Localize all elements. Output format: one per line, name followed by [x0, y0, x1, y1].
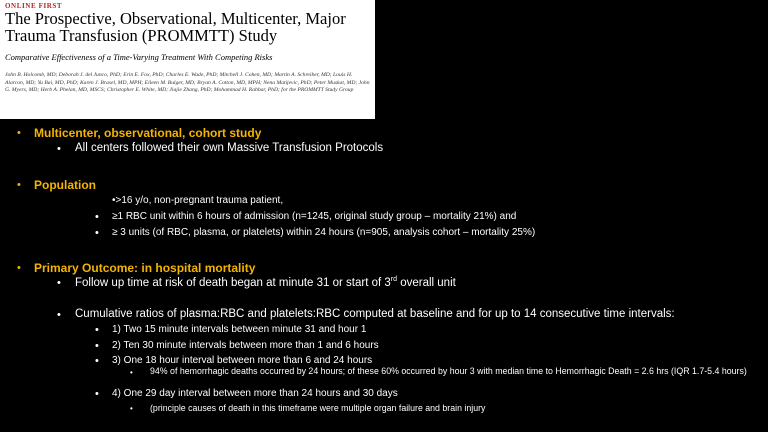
article-title: The Prospective, Observational, Multicenter, Major Trauma Transfusion (PROMMTT) Study	[5, 9, 346, 45]
design-item: All centers followed their own Massive Transfusion Protocols	[75, 142, 384, 154]
interval-1: 1) Two 15 minute intervals between minute 31 and hour 1	[112, 324, 367, 335]
population-criterion-rbc: ≥1 RBC unit within 6 hours of admission (n=1245, original study group – mortality 21%) and	[112, 211, 517, 222]
bullet-icon: •	[57, 143, 61, 155]
bullet-icon: •	[95, 227, 99, 239]
interval-3-note: 94% of hemorrhagic deaths occurred by 24 hours; of these 60% occurred by hour 3 with median time to Hemorrhagic Death = 2.6 hrs (IQR 1.7-5.4 hours)	[150, 366, 747, 376]
bullet-icon: •	[57, 309, 61, 321]
interval-2: 2) Ten 30 minute intervals between more than 1 and 6 hours	[112, 340, 379, 351]
bullet-icon: •	[95, 340, 99, 352]
bullet-icon: •	[95, 324, 99, 336]
interval-4-note: (principle causes of death in this timeframe were multiple organ failure and brain injury	[150, 403, 486, 413]
bullet-icon: •	[95, 388, 99, 400]
bullet-icon: •	[17, 179, 21, 191]
bullet-icon: •	[17, 262, 21, 274]
follow-up-text-main: Follow up time at risk of death began at minute 31 or start of 3	[75, 276, 391, 289]
bullet-icon: •	[95, 211, 99, 223]
article-header-image	[0, 0, 375, 119]
article-authors: John B. Holcomb, MD; Deborah J. del Junco, PhD; Erin E. Fox, PhD; Charles E. Wade, PhD; Mitchell J. Cohen, MD; Martin A. Schreiber, MD; Louis H. Alarcon, MD; Yu Bai, MD, PhD; Karen J. Brasel, MD, MPH; Eileen M. Bulger, MD; Bryan A. Cotton, MD, MPH; Nena Matijevic, PhD; Peter Muskat, MD; John G. Myers, MD; Herb A. Phelan, MD, MSCS; Christopher E. White, MD; Jiajie Zhang, PhD; Mohammad H. Rahbar, PhD; for the PROMMTT Study Group	[5, 72, 370, 94]
population-heading: Population	[34, 178, 96, 192]
online-first-label: ONLINE FIRST	[5, 2, 63, 10]
ratios-text: Cumulative ratios of plasma:RBC and platelets:RBC computed at baseline and for up to 14 consecutive time intervals:	[75, 308, 675, 320]
bullet-icon: •	[17, 127, 21, 139]
article-subtitle: Comparative Effectiveness of a Time-Varying Treatment With Competing Risks	[5, 52, 273, 62]
follow-up-superscript: rd	[390, 276, 398, 283]
bullet-icon: •	[130, 368, 133, 377]
design-heading: Multicenter, observational, cohort study	[34, 126, 262, 140]
follow-up-text	[75, 276, 456, 289]
bullet-icon: •	[130, 404, 133, 413]
outcome-heading: Primary Outcome: in hospital mortality	[34, 261, 256, 275]
interval-4: 4) One 29 day interval between more than 24 hours and 30 days	[112, 388, 398, 399]
bullet-icon: •	[57, 277, 61, 289]
population-criterion-units: ≥ 3 units (of RBC, plasma, or platelets) within 24 hours (n=905, analysis cohort – mortality 25%)	[112, 227, 536, 238]
population-criterion-age: •>16 y/o, non-pregnant trauma patient,	[112, 195, 284, 206]
bullet-icon: •	[95, 355, 99, 367]
interval-3: 3) One 18 hour interval between more than 6 and 24 hours	[112, 355, 373, 366]
follow-up-text-end: overall unit	[397, 276, 456, 289]
